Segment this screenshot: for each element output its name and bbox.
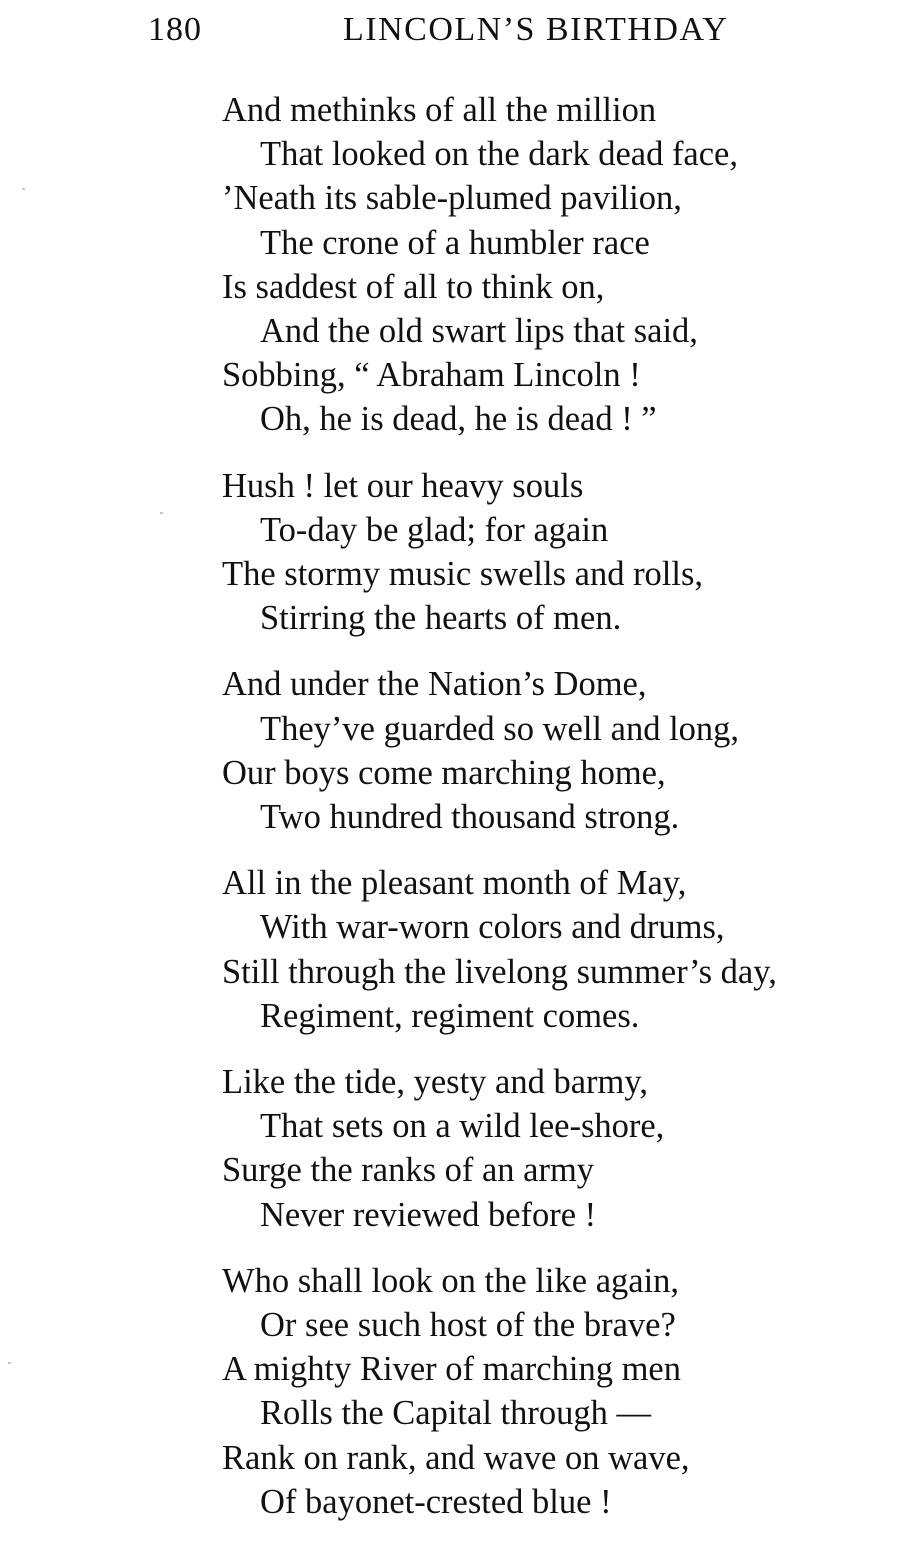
poem-line: Surge the ranks of an army (222, 1151, 595, 1190)
poem-line: That looked on the dark dead face, (260, 135, 738, 174)
poem-line: Hush ! let our heavy souls (222, 466, 584, 505)
poem-line: A mighty River of marching men (222, 1350, 681, 1389)
poem-line: That sets on a wild lee-shore, (260, 1107, 665, 1146)
stanza (222, 662, 892, 839)
page-number: 180 (148, 11, 202, 48)
poem-line: Like the tide, yesty and barmy, (222, 1063, 649, 1102)
poem-line: The stormy music swells and rolls, (222, 555, 704, 594)
poem-line: Rolls the Capital through — (260, 1394, 651, 1433)
poem-line: To-day be glad; for again (260, 510, 609, 549)
poem-line: Is saddest of all to think on, (222, 267, 605, 306)
poem-line: And the old swart lips that said, (260, 312, 698, 351)
running-head (148, 6, 848, 54)
poem (222, 88, 892, 1546)
poem-line: All in the pleasant month of May, (222, 864, 687, 903)
poem-line: Rank on rank, and wave on wave, (222, 1438, 690, 1477)
poem-line: Still through the livelong summer’s day, (222, 952, 777, 991)
poem-line: They’ve guarded so well and long, (260, 709, 740, 748)
poem-line: Regiment, regiment comes. (260, 996, 640, 1035)
poem-line: Who shall look on the like again, (222, 1261, 680, 1300)
stanza (222, 88, 892, 442)
print-speck (22, 188, 25, 190)
print-speck (160, 512, 163, 514)
poem-line: Or see such host of the brave? (260, 1306, 676, 1345)
stanza (222, 1259, 892, 1524)
poem-line: ’Neath its sable-plumed pavilion, (222, 179, 682, 218)
running-title: LINCOLN’S BIRTHDAY (343, 11, 729, 48)
poem-line: Sobbing, “ Abraham Lincoln ! (222, 356, 641, 395)
stanza (222, 1060, 892, 1237)
poem-line: Stirring the hearts of men. (260, 599, 622, 638)
poem-line: And methinks of all the million (222, 91, 657, 129)
poem-line: Our boys come marching home, (222, 753, 666, 792)
stanza (222, 861, 892, 1038)
poem-line: Of bayonet-crested blue ! (260, 1482, 612, 1521)
poem-line: With war-worn colors and drums, (260, 908, 725, 947)
poem-line: Never reviewed before ! (260, 1195, 597, 1234)
poem-line: Oh, he is dead, he is dead ! ” (260, 400, 657, 439)
stanza (222, 464, 892, 641)
poem-line: Two hundred thousand strong. (260, 798, 680, 837)
poem-line: The crone of a humbler race (260, 223, 650, 262)
print-speck (8, 1362, 11, 1364)
poem-line: And under the Nation’s Dome, (222, 665, 647, 704)
